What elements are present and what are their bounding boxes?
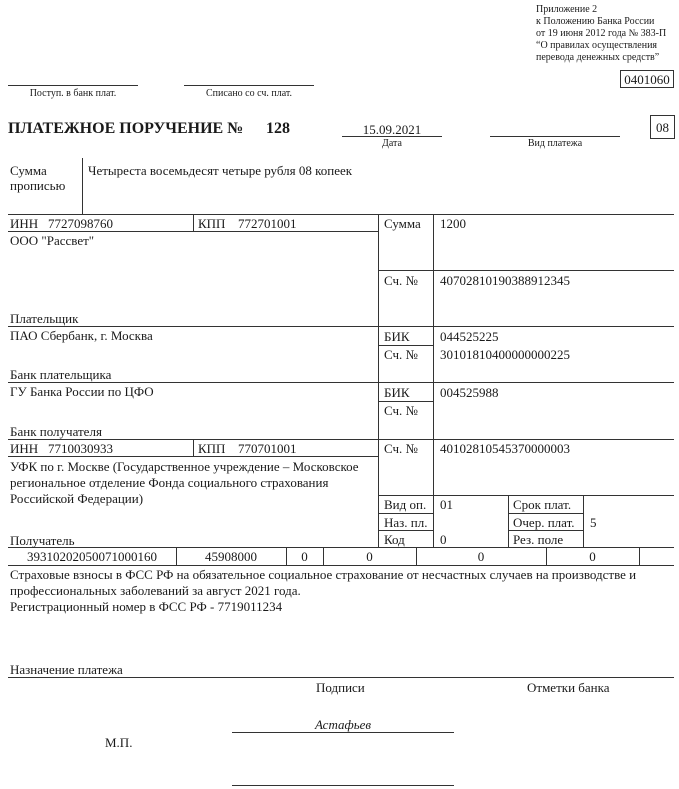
payee-account: 40102810545370000003 [440,441,570,456]
divider [8,547,674,548]
divider [378,530,433,531]
divider [193,214,194,231]
amount-words-value: Четыреста восемьдесят четыре рубля 08 копеек [88,163,353,178]
received-label: Поступ. в банк плат. [29,88,117,99]
payer-bank-account: 30101810400000000225 [440,347,570,362]
divider [8,439,674,440]
appendix-line: Приложение 2 [536,4,598,15]
amount-words-label-2: прописью [10,178,66,193]
amount-value: 1200 [440,216,466,231]
purpose-line: Регистрационный номер в ФСС РФ - 7719011234 [10,599,283,614]
payee-bank-bik-label: БИК [384,385,410,400]
payee-account-label: Сч. № [384,441,418,456]
code-label: Код [384,532,405,547]
reserve-label: Рез. поле [513,532,564,547]
payee-kpp-label: КПП [198,441,226,456]
divider [508,513,583,514]
signature-line-2 [232,785,454,786]
purpose-code-label: Наз. пл. [384,515,428,530]
payer-account-label: Сч. № [384,273,418,288]
divider [8,382,674,383]
divider [8,231,378,232]
payer-role-label: Плательщик [10,311,79,326]
divider [378,513,433,514]
tax-oktmo: 45908000 [205,549,257,564]
form-code-box [620,70,674,88]
payee-name-line: Российской Федерации) [10,491,144,506]
document-title: ПЛАТЕЖНОЕ ПОРУЧЕНИЕ № [8,120,244,137]
tax-basis: 0 [301,549,308,564]
payment-type-label: Вид платежа [527,138,583,149]
divider [82,158,83,214]
divider [583,495,584,547]
date-value: 15.09.2021 [362,122,422,137]
payee-name-line: УФК по г. Москве (Государственное учреждение – Московское [10,459,359,474]
divider [639,547,640,565]
appendix-line: от 19 июня 2012 года № 383-П [536,28,667,39]
document-number: 128 [266,120,290,137]
status-code: 08 [656,119,669,135]
op-type: 01 [440,497,453,512]
bank-marks-label: Отметки банка [527,680,610,695]
divider [508,495,509,547]
received-line [8,85,138,86]
debited-line [184,85,314,86]
payer-inn: 7727098760 [48,216,113,231]
amount-label: Сумма [384,216,421,231]
divider [193,439,194,456]
payee-inn: 7710030933 [48,441,113,456]
payer-bank-name: ПАО Сбербанк, г. Москва [10,328,153,343]
divider [378,495,674,496]
purpose-line: профессиональных заболеваний за август 2021 года. [10,583,301,598]
tax-period: 0 [366,549,373,564]
payee-bank-role-label: Банк получателя [10,424,102,439]
date-label: Дата [382,138,402,149]
appendix-line: “О правилах осуществления [536,40,658,51]
signature: Астафьев [314,717,372,732]
divider [8,326,674,327]
priority-label: Очер. плат. [513,515,575,530]
payee-kpp: 770701001 [238,441,297,456]
signature-line-1 [232,732,454,733]
appendix-line: перевода денежных средств” [536,52,660,63]
payer-bank-bik: 044525225 [440,329,499,344]
tax-kbk: 39310202050071000160 [27,549,157,564]
divider [8,456,378,457]
payer-bank-account-label: Сч. № [384,347,418,362]
payee-inn-label: ИНН [10,441,39,456]
due-date-label: Срок плат. [513,497,572,512]
divider [8,677,674,678]
payer-account: 40702810190388912345 [440,273,570,288]
appendix-line: к Положению Банка России [536,16,655,27]
payer-kpp-label: КПП [198,216,226,231]
divider [378,345,433,346]
payer-bank-bik-label: БИК [384,329,410,344]
payee-bank-name: ГУ Банка России по ЦФО [10,384,154,399]
payer-name: ООО "Рассвет" [10,233,95,248]
payee-name-line: региональное отделение Фонда социального страхования [10,475,329,490]
divider [378,270,674,271]
signatures-label: Подписи [316,680,365,695]
stamp-label: М.П. [105,735,133,750]
purpose-line: Страховые взносы в ФСС РФ на обязательное социальное страхование от несчастных случаев на производстве и [10,567,637,582]
payee-role-label: Получатель [10,533,75,548]
payer-inn-label: ИНН [10,216,39,231]
form-code: 0401060 [624,71,670,87]
purpose-label: Назначение платежа [10,662,123,677]
divider [8,565,674,566]
status-code-box [650,115,675,139]
payment-type-line [490,136,620,137]
payer-kpp: 772701001 [238,216,297,231]
tax-doc-date: 0 [589,549,596,564]
payer-bank-role-label: Банк плательщика [10,367,112,382]
priority-value: 5 [590,515,597,530]
divider [378,214,379,547]
op-type-label: Вид оп. [384,497,427,512]
date-line [342,136,442,137]
amount-words-label: Сумма [10,163,47,178]
divider [508,530,583,531]
tax-doc-number: 0 [477,549,485,564]
divider [378,401,433,402]
divider [433,214,434,547]
divider [8,214,674,215]
debited-label: Списано со сч. плат. [205,88,293,99]
payee-bank-account-label: Сч. № [384,403,418,418]
payee-bank-bik: 004525988 [440,385,499,400]
code-value: 0 [440,532,447,547]
